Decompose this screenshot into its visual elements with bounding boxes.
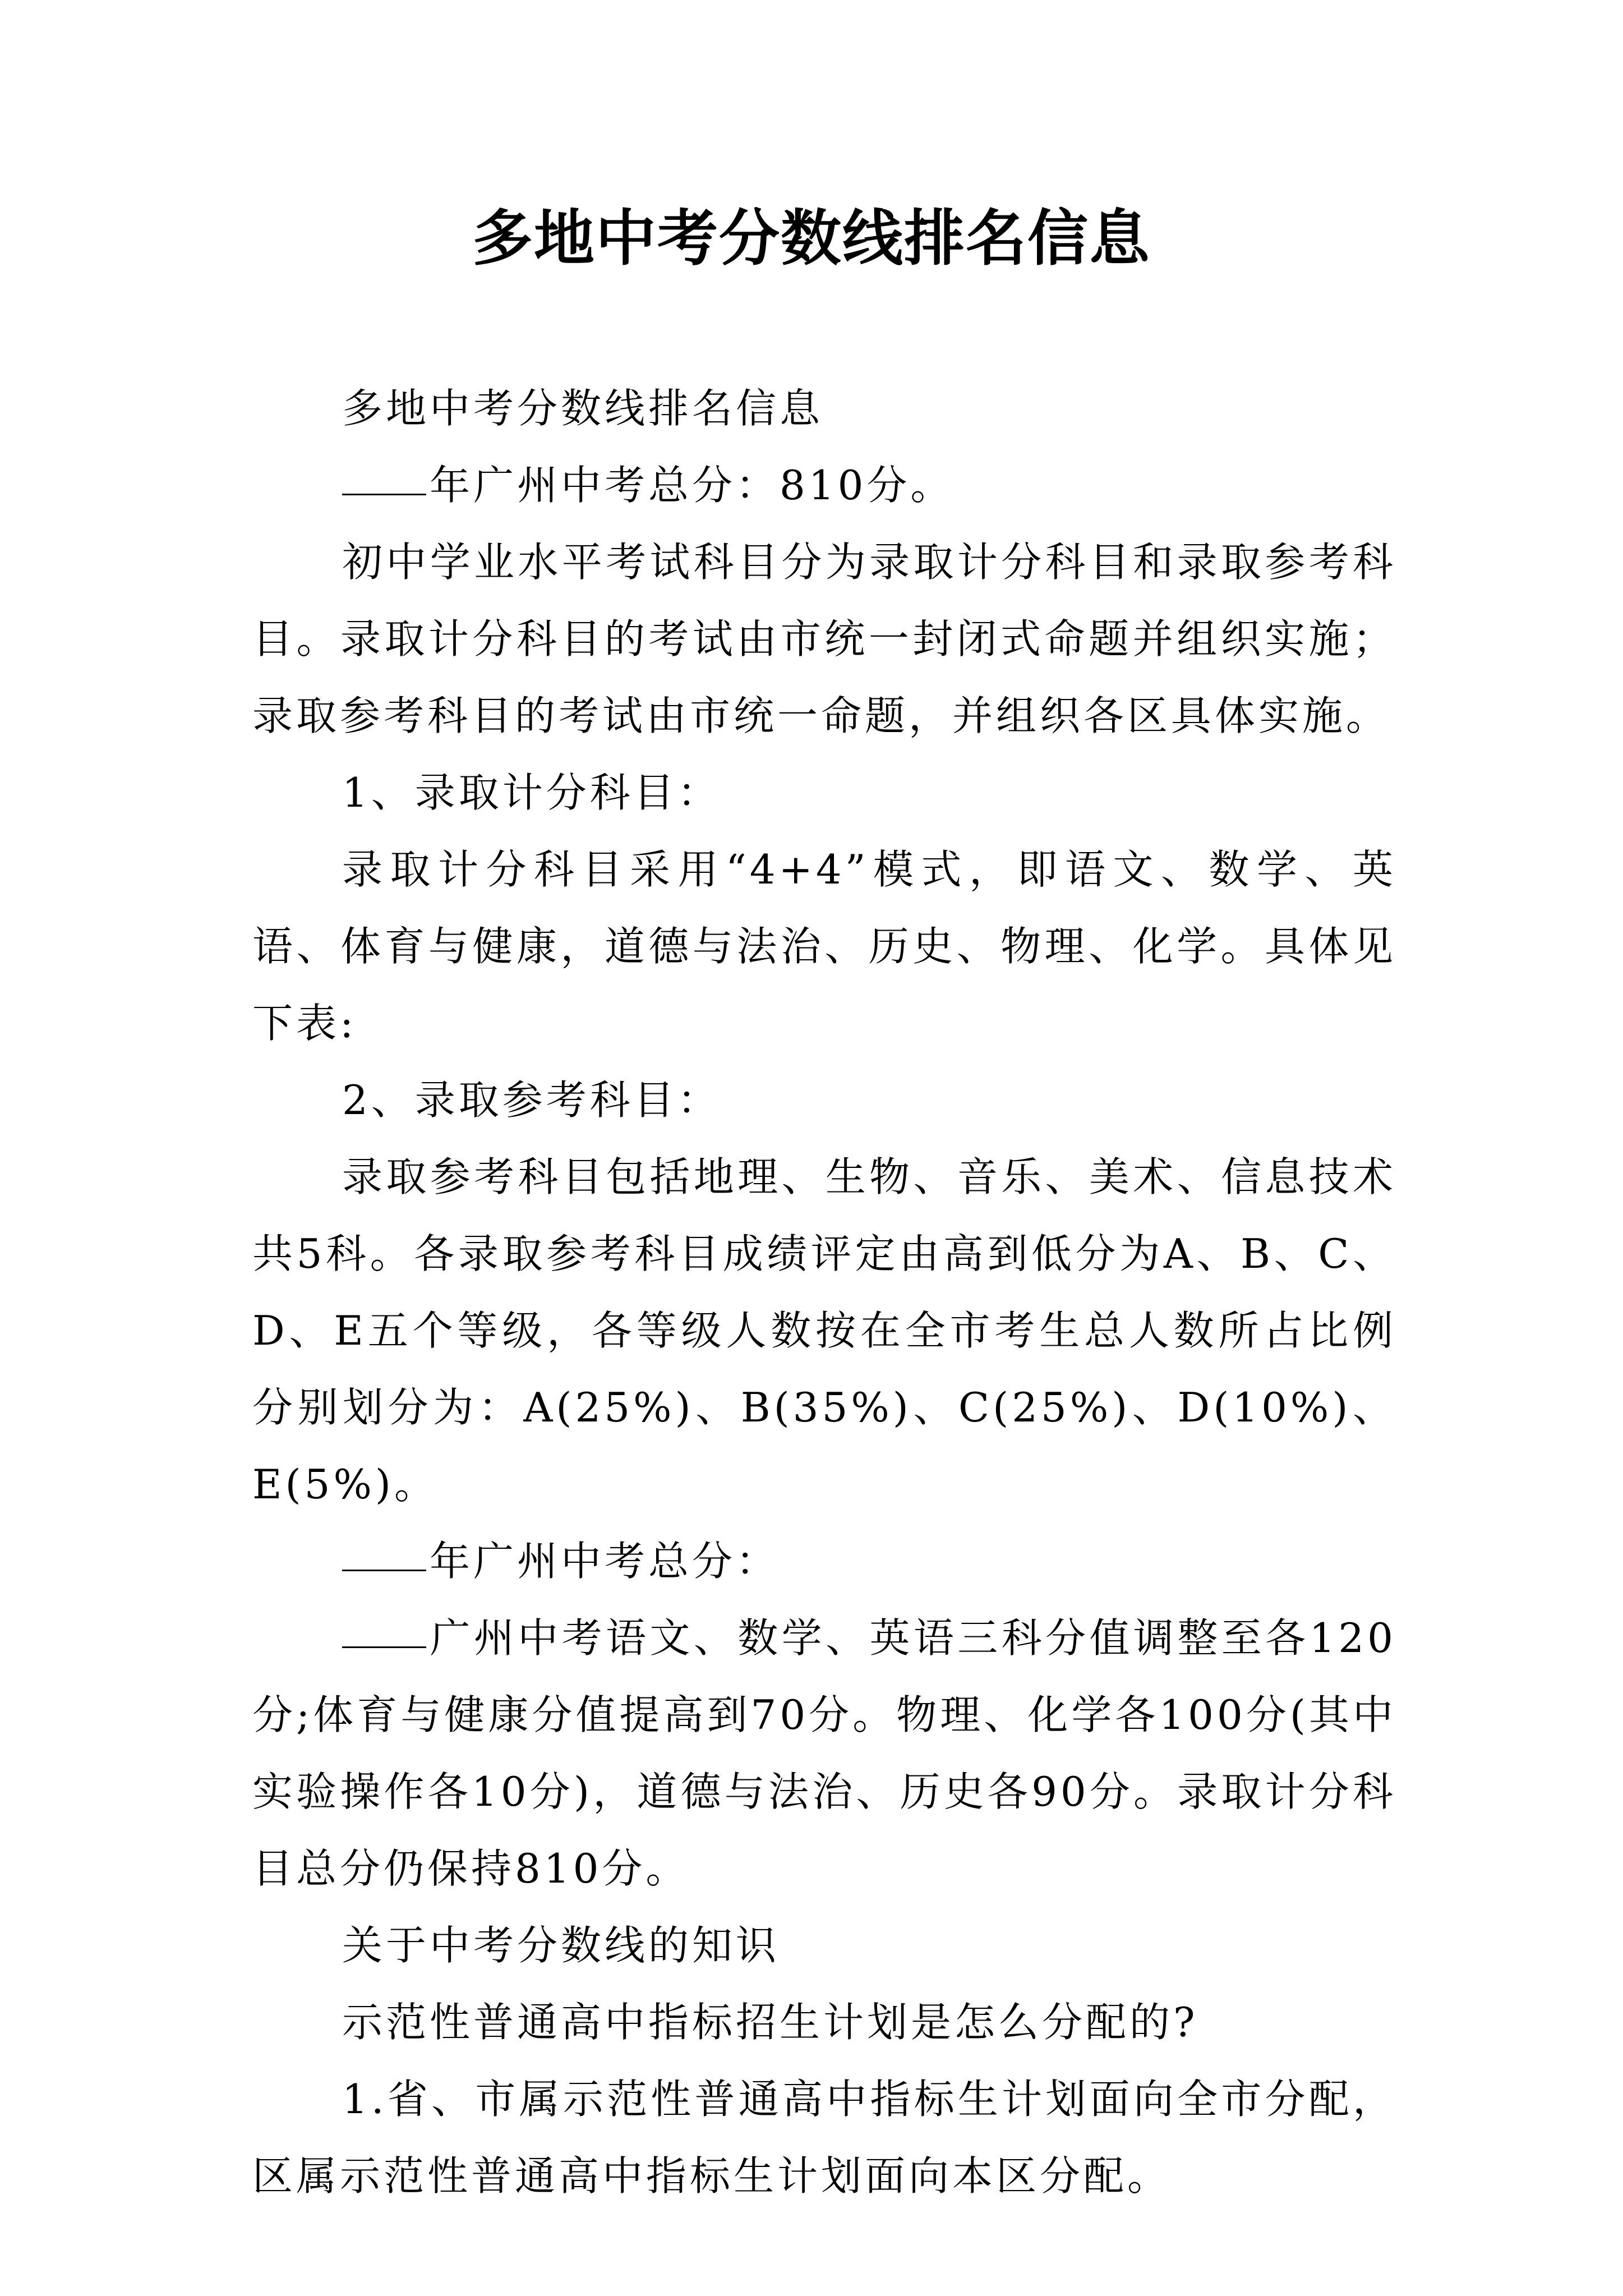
paragraph <box>252 754 1396 831</box>
fill-in-blank <box>342 1570 426 1571</box>
paragraph-text: 年广州中考总分： <box>430 1538 780 1585</box>
paragraph-text: 2、录取参考科目： <box>342 1076 721 1124</box>
paragraph <box>252 1139 1396 1523</box>
paragraph-text: 多地中考分数线排名信息 <box>342 385 824 432</box>
paragraph <box>252 1600 1396 1907</box>
paragraph-text: 录取计分科目采用“4+4”模式，即语文、数学、英语、体育与健康，道德与法治、历史、物理、化学。具体见下表: <box>252 846 1396 1047</box>
paragraph <box>252 2061 1396 2215</box>
document-body <box>252 370 1396 2215</box>
document-title: 多地中考分数线排名信息 <box>472 203 1151 274</box>
paragraph <box>252 1984 1396 2061</box>
paragraph-text: 1、录取计分科目： <box>342 769 721 816</box>
paragraph <box>252 1062 1396 1139</box>
paragraph <box>252 524 1396 754</box>
paragraph-text: 关于中考分数线的知识 <box>342 1922 780 1969</box>
paragraph-text: 初中学业水平考试科目分为录取计分科目和录取参考科目。录取计分科目的考试由市统一封闭式命题并组织实施；录取参考科目的考试由市统一命题，并组织各区具体实施。 <box>252 539 1396 739</box>
fill-in-blank <box>342 1646 426 1648</box>
paragraph-text: 1.省、市属示范性普通高中指标生计划面向全市分配，区属示范性普通高中指标生计划面向本区分配。 <box>252 2076 1396 2200</box>
paragraph <box>252 447 1396 524</box>
paragraph-text: 年广州中考总分：810分。 <box>430 462 955 509</box>
paragraph-text: 录取参考科目包括地理、生物、音乐、美术、信息技术共5科。各录取参考科目成绩评定由高到低分为A、B、C、D、E五个等级，各等级人数按在全市考生总人数所占比例分别划分为：A(25%)、B(35%)、C(25%)、D(10%)、E(5%)。 <box>252 1153 1396 1508</box>
paragraph-text: 示范性普通高中指标招生计划是怎么分配的? <box>342 1999 1198 2046</box>
paragraph <box>252 1907 1396 1984</box>
fill-in-blank <box>342 494 426 495</box>
paragraph <box>252 831 1396 1062</box>
paragraph <box>252 1523 1396 1600</box>
paragraph-text: 广州中考语文、数学、英语三科分值调整至各120分;体育与健康分值提高到70分。物理、化学各100分(其中实验操作各10分)，道德与法治、历史各90分。录取计分科目总分仍保持810分。 <box>252 1614 1396 1892</box>
paragraph <box>252 370 1396 447</box>
